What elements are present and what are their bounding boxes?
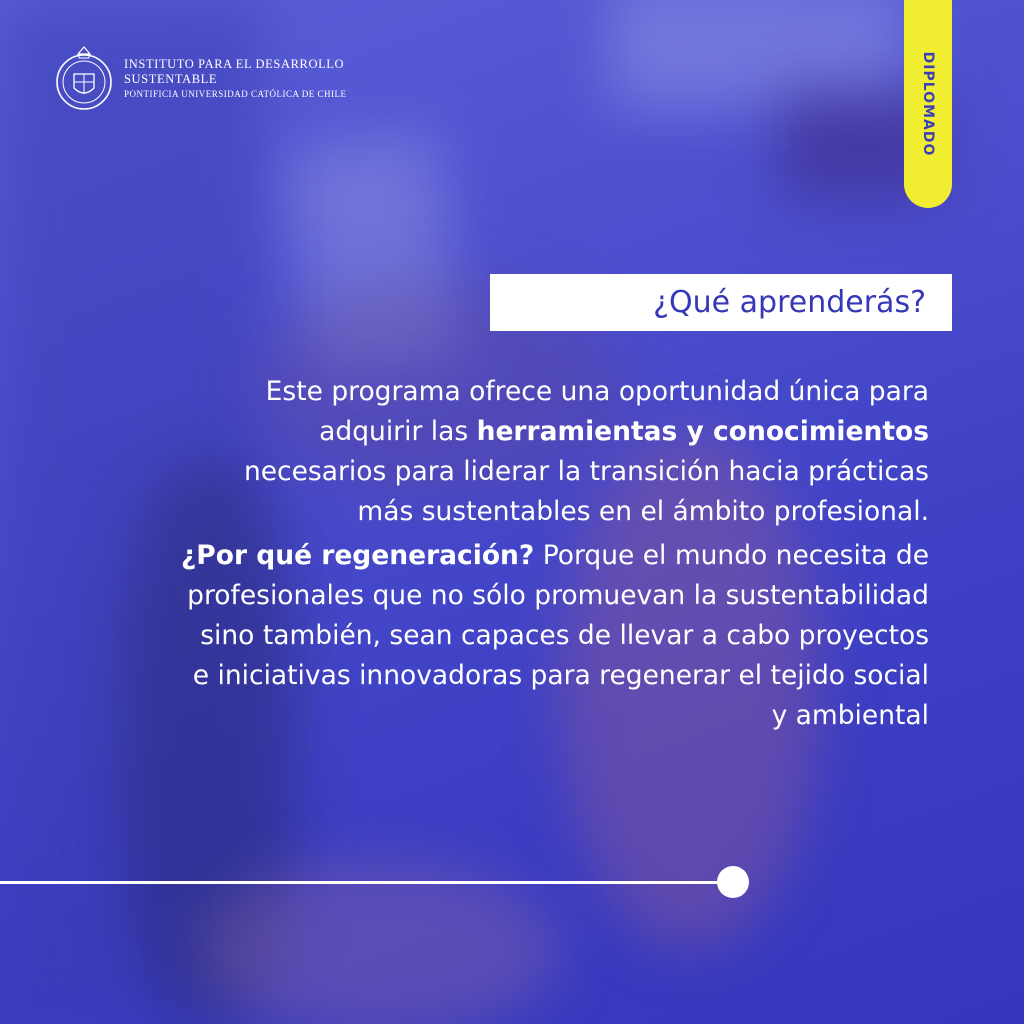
paragraph-why	[180, 536, 929, 736]
paragraph-intro-highlight: herramientas y conocimientos	[476, 416, 929, 447]
paragraph-intro	[180, 372, 929, 532]
paragraph-intro-start: Este programa ofrece una oportunidad única para adquirir las	[265, 376, 929, 447]
paragraph-why-answer: Porque el mundo necesita de profesionales que no sólo promuevan la sustentabilidad sino también, sean capaces de llevar a cabo proyectos e iniciativas innovadoras para regenerar el tejido social y ambiental	[187, 540, 929, 731]
paragraph-intro-end: necesarios para liderar la transición hacia prácticas más sustentables en el ámbito profesional.	[243, 456, 929, 527]
decorative-line	[0, 881, 725, 884]
page-title: ¿Qué aprenderás?	[653, 285, 926, 320]
body-text	[180, 372, 929, 736]
heading-box	[490, 274, 952, 331]
decorative-dot	[717, 866, 749, 898]
university-seal-icon	[54, 44, 114, 114]
paragraph-why-question: ¿Por qué regeneración?	[180, 540, 535, 571]
institution-name-line1: INSTITUTO PARA EL DESARROLLO	[124, 56, 345, 71]
institution-logo	[54, 44, 347, 114]
program-type-label: DIPLOMADO	[920, 51, 936, 157]
university-name: PONTIFICIA UNIVERSIDAD CATÓLICA DE CHILE	[124, 88, 347, 99]
institution-name-line2: SUSTENTABLE	[124, 71, 218, 86]
program-type-tag	[904, 0, 952, 208]
